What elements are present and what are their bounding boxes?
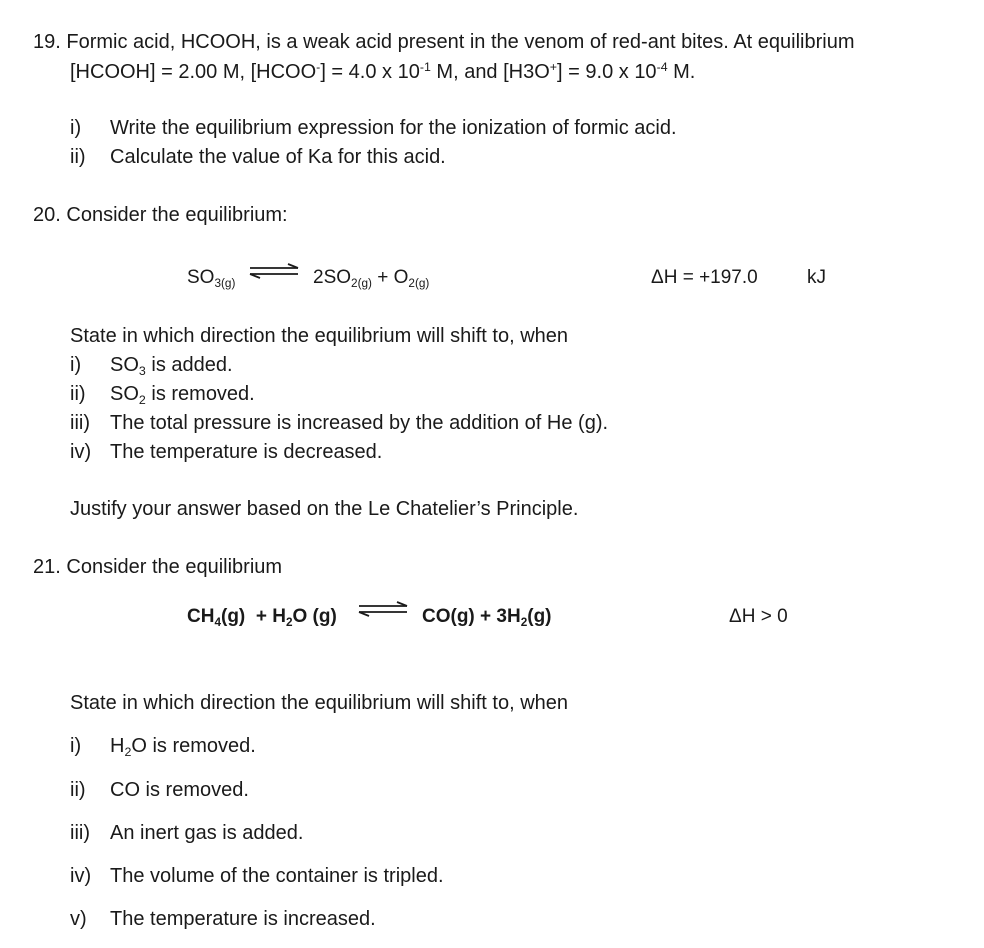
q20-item-2: ii) $SO_2$ is removed. — [70, 383, 255, 407]
q20-enthalpy-unit: kJ — [807, 267, 826, 288]
q20-justify: Justify your answer based on the Le Chatelier’s Principle. — [70, 498, 579, 520]
q19-line1 — [33, 30, 854, 55]
q20-enthalpy: ΔH = +197.0 — [651, 267, 758, 288]
q21-enthalpy: ΔH > 0 — [729, 606, 788, 627]
q21-item-1: i) $H_2O$ is removed. — [70, 735, 256, 759]
q21-item-5: v) The temperature is increased. — [70, 908, 376, 930]
q21-item-3: iii) An inert gas is added. — [70, 822, 304, 844]
q20-stem: State in which direction the equilibrium will shift to, when — [70, 325, 569, 347]
q20-reactant: $SO_{3(g)}$ — [187, 267, 236, 290]
q21-reactants: $CH_4(g) + H_2O$ (g) — [187, 606, 337, 629]
q20-intro: 20. Consider the equilibrium: — [33, 204, 288, 226]
q19-text: Formic acid, HCOOH, is a weak acid present in the venom of red-ant bites. At equilibrium — [66, 31, 855, 53]
q19-number: 19. — [33, 31, 61, 53]
q21-stem: State in which direction the equilibrium will shift to, when — [70, 692, 569, 714]
q19-item-1: i) Write the equilibrium expression for the ionization of formic acid. — [70, 117, 677, 139]
q21-intro: 21. Consider the equilibrium — [33, 556, 283, 578]
q20-item-4: iv) The temperature is decreased. — [70, 441, 383, 463]
equilibrium-arrow-icon — [357, 601, 409, 617]
q20-number: 20. — [33, 204, 61, 226]
q19-item-2: ii) Calculate the value of Ka for this acid. — [70, 146, 446, 168]
q21-item-2: ii) CO is removed. — [70, 779, 249, 801]
q21-products: $CO(g) + 3H_2(g)$ — [422, 606, 552, 629]
q20-item-3: iii) The total pressure is increased by the addition of He (g). — [70, 412, 609, 434]
q19-line2: [HCOOH] = 2.00 M, [HCOO-] = 4.0 x $10^{-1}$ M, and [H3O+] = 9.0 x $10^{-4}$ M. — [70, 60, 696, 83]
q20-item-1: i) $SO_3$ is added. — [70, 354, 233, 378]
q21-number: 21. — [33, 556, 61, 578]
q20-products: $2SO_{2(g)} + O_{2(g)}$ — [313, 267, 430, 290]
equilibrium-arrow-icon — [248, 263, 300, 279]
q21-item-4: iv) The volume of the container is tripled. — [70, 865, 444, 887]
